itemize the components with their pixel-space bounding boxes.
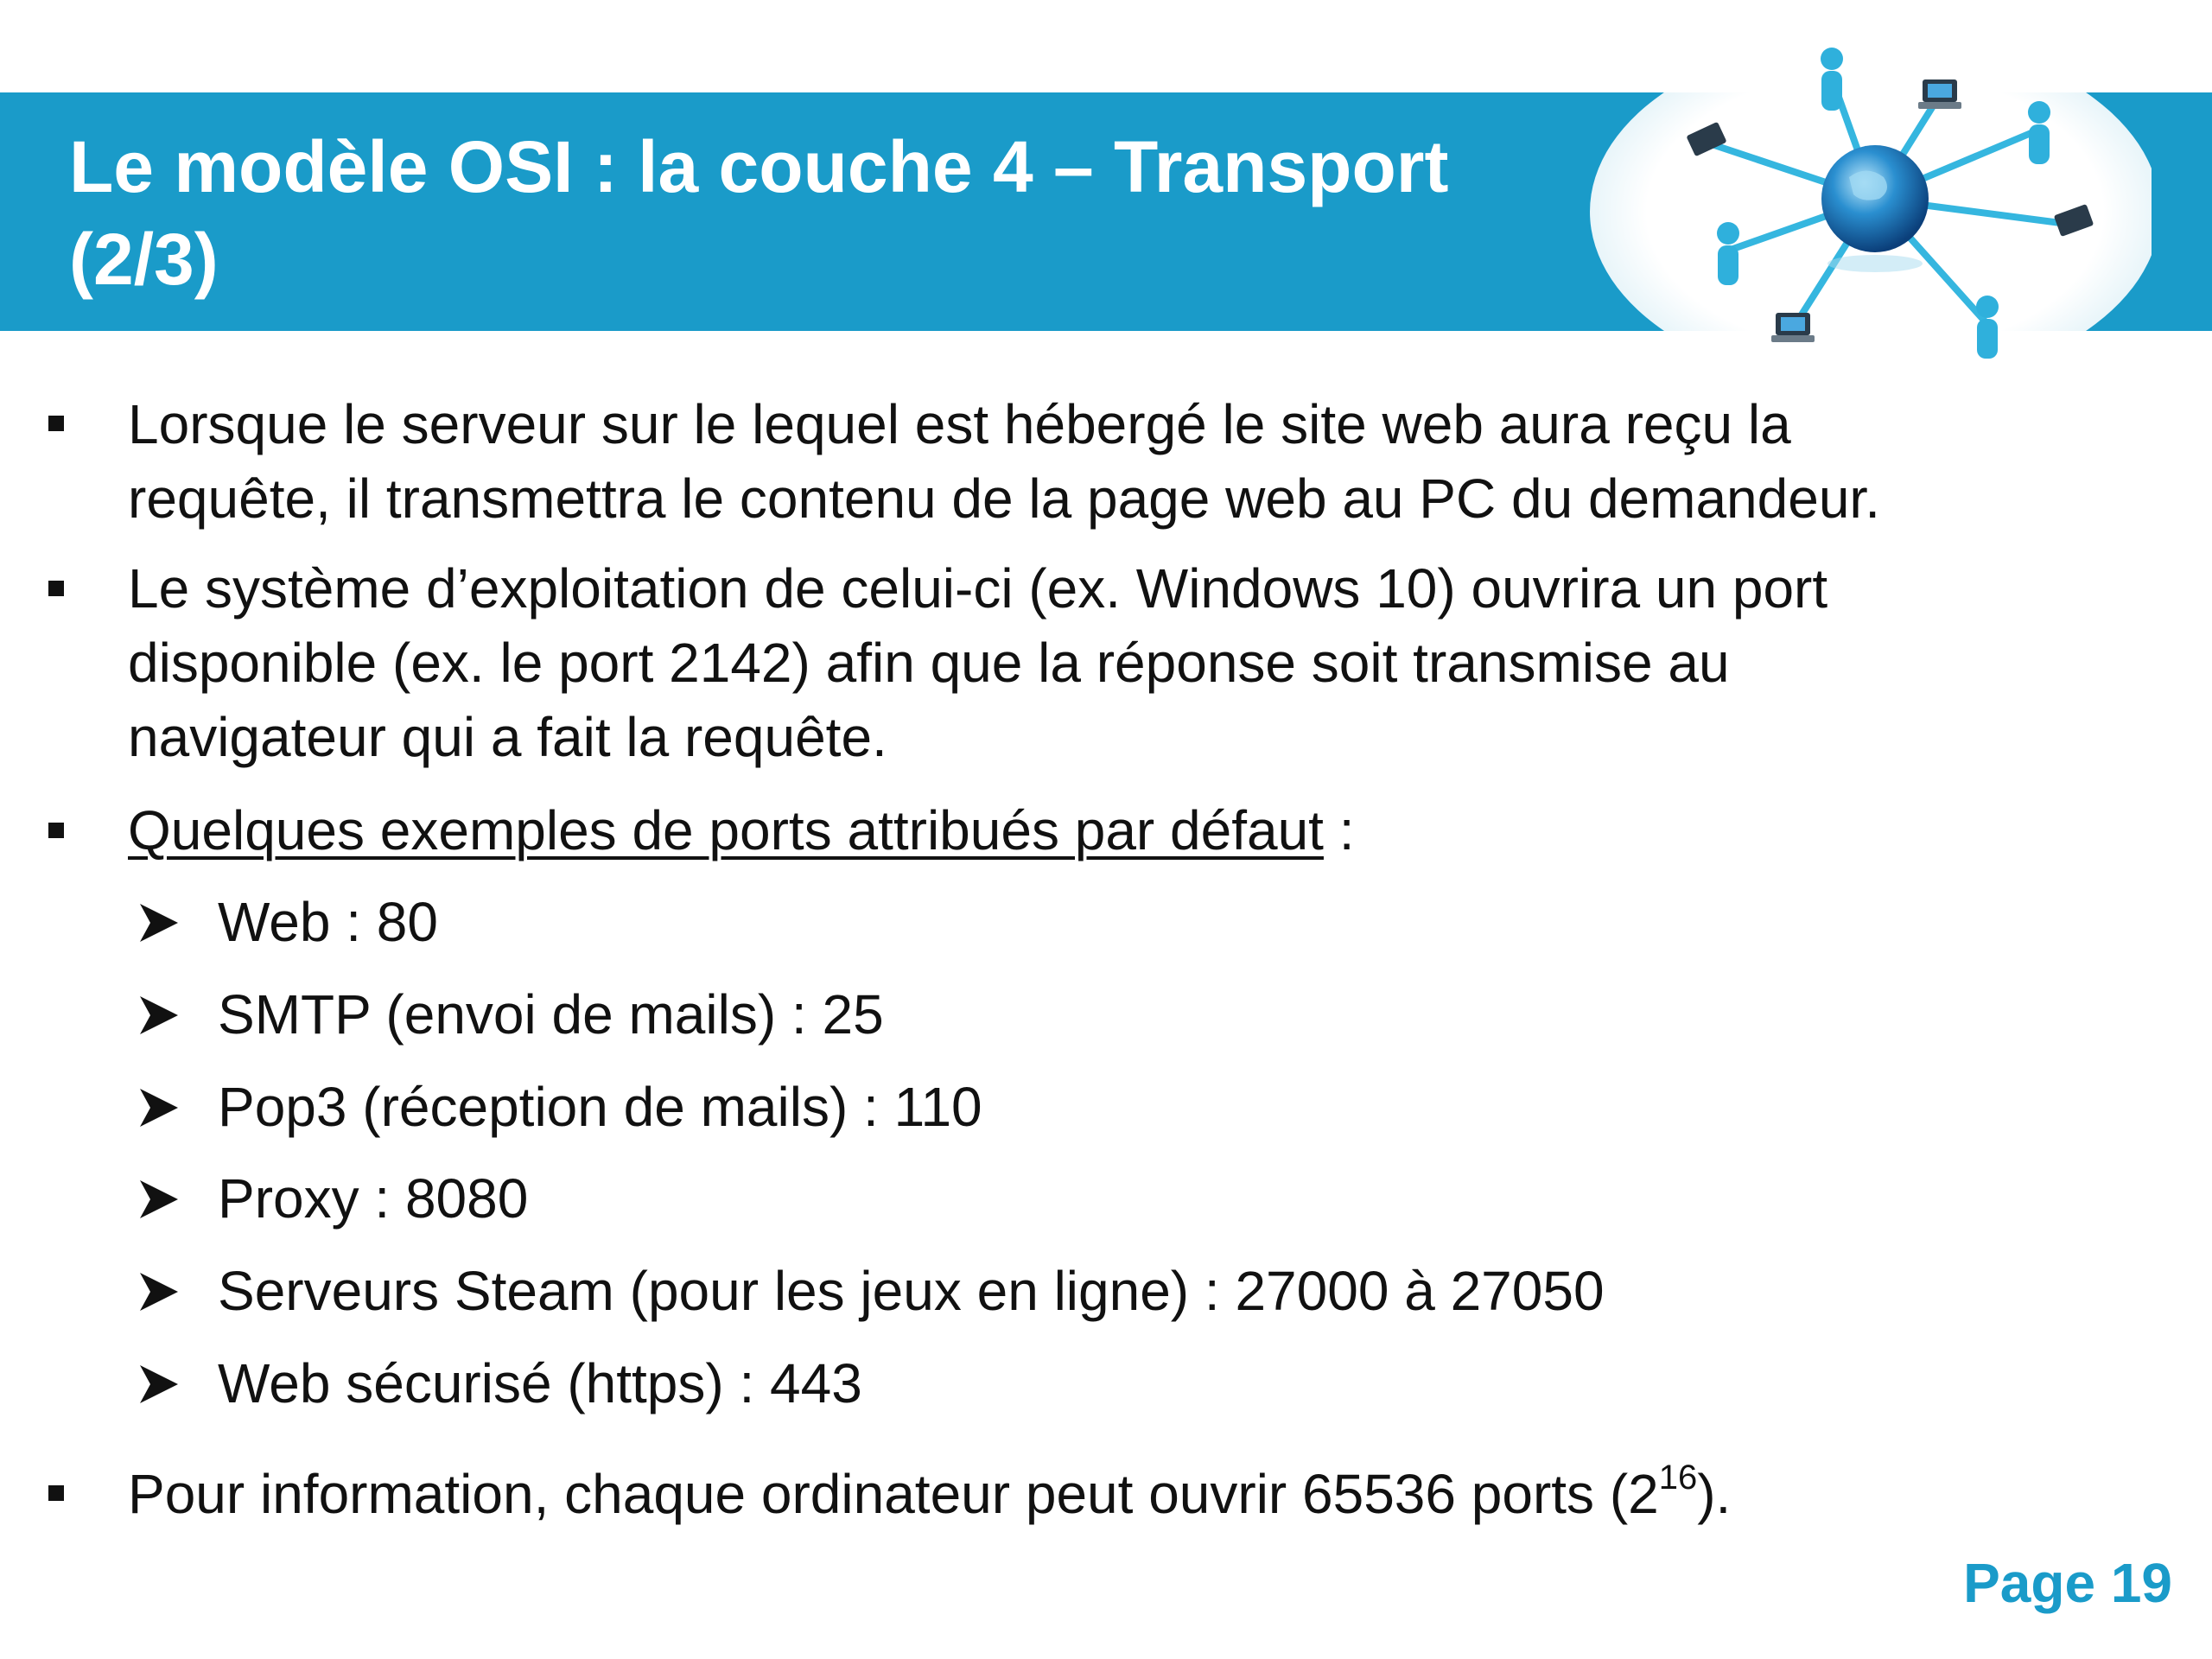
bullet-square	[48, 823, 64, 838]
arrow-bullet-icon	[137, 1173, 181, 1225]
port-item-proxy: Proxy : 8080	[218, 1167, 529, 1230]
arrow-bullet-icon	[137, 1358, 181, 1410]
bullet-1-line-1: Lorsque le serveur sur le lequel est hébergé le site web aura reçu la	[128, 393, 1791, 455]
port-item-web: Web : 80	[218, 891, 438, 953]
port-item-steam: Serveurs Steam (pour les jeux en ligne) : 27000 à 27050	[218, 1260, 1605, 1322]
bullet-2	[128, 551, 2115, 774]
bullet-square	[48, 416, 64, 431]
arrow-bullet-icon	[137, 897, 181, 949]
bullet-4-text: Pour information, chaque ordinateur peut ouvrir 65536 ports (2	[128, 1463, 1659, 1525]
port-item-pop3: Pop3 (réception de mails) : 110	[218, 1076, 982, 1138]
arrow-bullet-icon	[137, 1266, 181, 1318]
bullet-2-line-3: navigateur qui a fait la requête.	[128, 706, 887, 768]
bullet-square	[48, 581, 64, 596]
bullet-2-line-1: Le système d’exploitation de celui-ci (ex. Windows 10) ouvrira un port	[128, 557, 1828, 620]
title-line-1: Le modèle OSI : la couche 4 – Transport	[69, 126, 1449, 207]
bullet-4-end: ).	[1697, 1463, 1732, 1525]
port-item-https: Web sécurisé (https) : 443	[218, 1352, 862, 1414]
bullet-4	[128, 1457, 2115, 1531]
bullet-2-line-2: disponible (ex. le port 2142) afin que la réponse soit transmise au	[128, 632, 1730, 694]
arrow-bullet-icon	[137, 989, 181, 1041]
page-number: Page 19	[1963, 1552, 2172, 1614]
bullet-1-line-2: requête, il transmettra le contenu de la page web au PC du demandeur.	[128, 467, 1880, 530]
bullet-3-suffix: :	[1323, 799, 1355, 861]
bullet-1	[128, 387, 2115, 536]
arrow-bullet-icon	[137, 1082, 181, 1134]
title-line-2: (2/3)	[69, 219, 219, 300]
bullet-3-heading: Quelques exemples de ports attribués par défaut	[128, 799, 1324, 861]
port-item-smtp: SMTP (envoi de mails) : 25	[218, 983, 884, 1046]
bullet-square	[48, 1485, 64, 1501]
bullet-4-exponent: 16	[1658, 1459, 1698, 1497]
bullet-3	[128, 793, 2115, 868]
